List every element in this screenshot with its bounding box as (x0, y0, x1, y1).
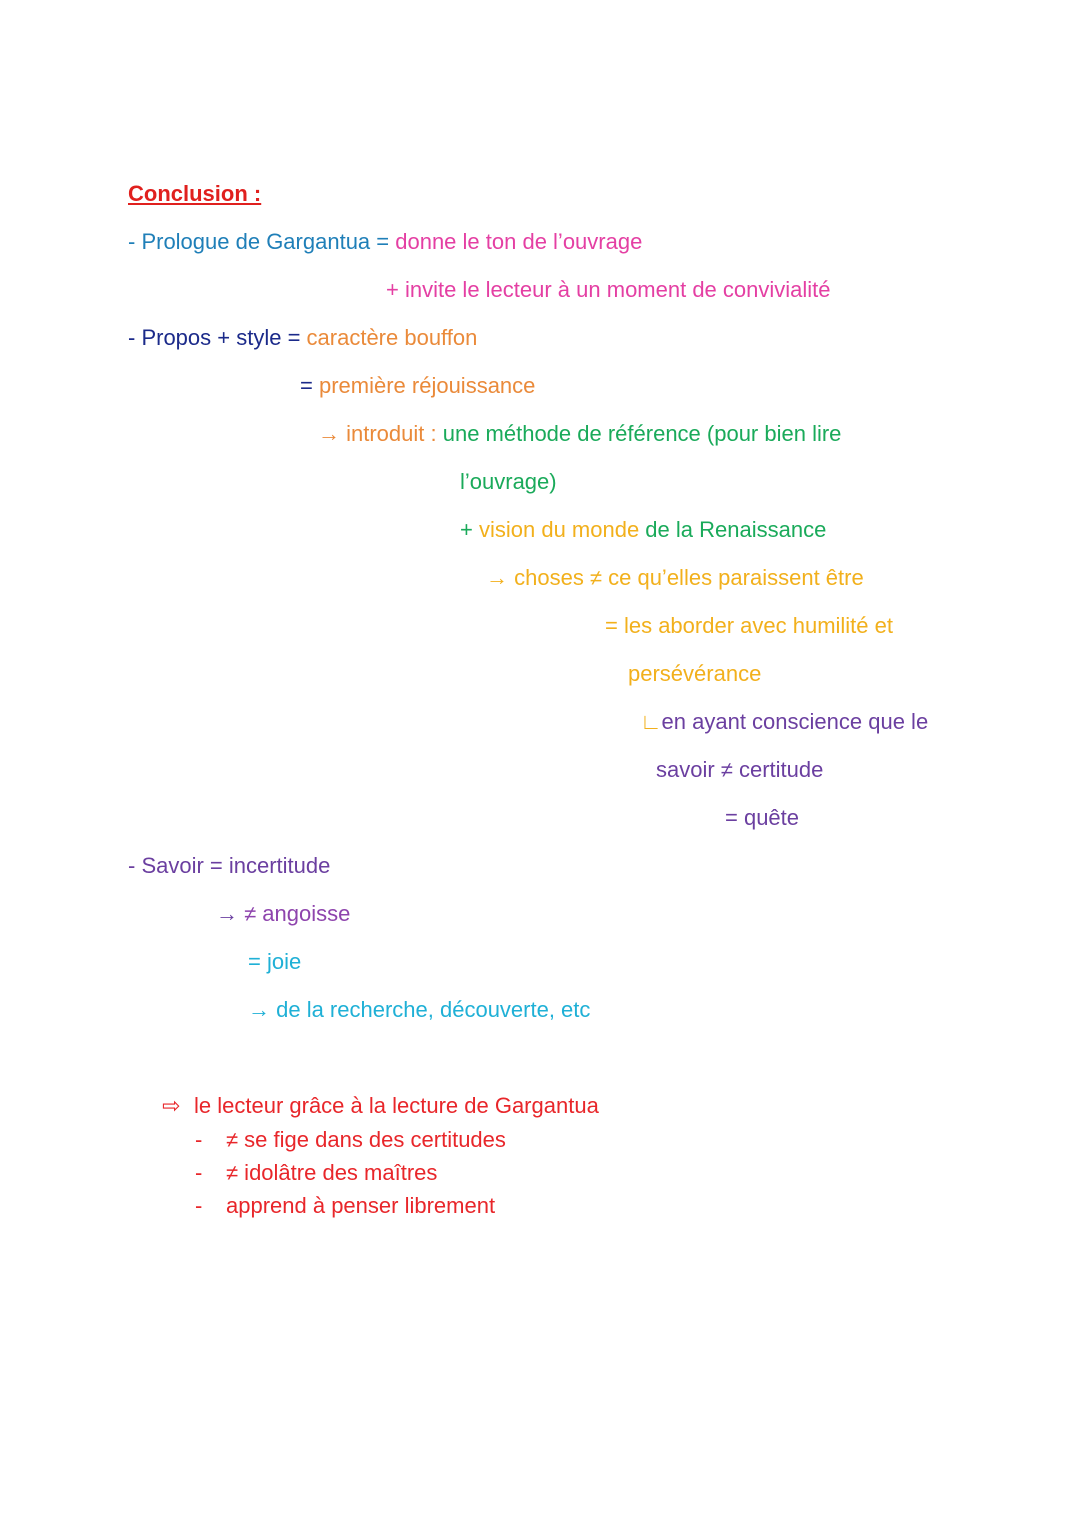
list-item: ≠ idolâtre des maîtres (226, 1160, 438, 1185)
ouvrage-line: l’ouvrage) (460, 469, 557, 494)
propos-label: - Propos + style = (128, 325, 307, 350)
list-item: ≠ se fige dans des certitudes (226, 1127, 506, 1152)
quete-line: = quête (725, 805, 800, 830)
joie-line: = joie (248, 949, 302, 974)
list-item: apprend à penser librement (226, 1193, 496, 1218)
vision-line (460, 516, 826, 544)
prologue-label: - Prologue de Gargantua = (128, 229, 396, 254)
corner-mark: ∟ (640, 709, 662, 734)
propos-value: caractère bouffon (306, 325, 478, 350)
page-title: Conclusion : (128, 181, 262, 206)
choses-line: → choses ≠ ce qu’elles paraissent être (486, 565, 864, 590)
invite-line: + invite le lecteur à un moment de convivialité (386, 277, 831, 302)
vision-text: vision du monde (478, 517, 640, 542)
list-dash: - (195, 1193, 203, 1218)
rejouissance-line (300, 372, 535, 400)
renaissance-text: de la Renaissance (639, 517, 827, 542)
introduit-value: une méthode de référence (pour bien lire (442, 421, 842, 446)
conclusion-lead-text: le lecteur grâce à la lecture de Gargantua (194, 1093, 599, 1118)
prologue-value: donne le ton de l’ouvrage (395, 229, 643, 254)
savoir-certitude-line: savoir ≠ certitude (656, 757, 824, 782)
perseverance-line: persévérance (628, 661, 762, 686)
rejouissance-text: première réjouissance (318, 373, 536, 398)
angoisse-text: ≠ angoisse (238, 901, 351, 926)
humilite-line: = les aborder avec humilité et (605, 613, 893, 638)
prologue-line (128, 228, 642, 256)
list-dash: - (195, 1127, 203, 1152)
savoir-line: - Savoir = incertitude (128, 853, 331, 878)
list-dash: - (195, 1160, 203, 1185)
introduit-label: → introduit : (318, 421, 443, 446)
propos-line (128, 324, 477, 352)
conclusion-lead (162, 1092, 599, 1120)
angoisse-line (216, 900, 350, 928)
introduit-line (318, 420, 841, 448)
arrow-right-icon: ⇨ (162, 1093, 181, 1118)
recherche-line: → de la recherche, découverte, etc (248, 997, 591, 1022)
conscience-line (640, 708, 928, 736)
conscience-text: en ayant conscience que le (661, 709, 929, 734)
equals-sign: = (300, 373, 319, 398)
arrow-icon: → (216, 901, 238, 926)
plus-sign: + (460, 517, 479, 542)
